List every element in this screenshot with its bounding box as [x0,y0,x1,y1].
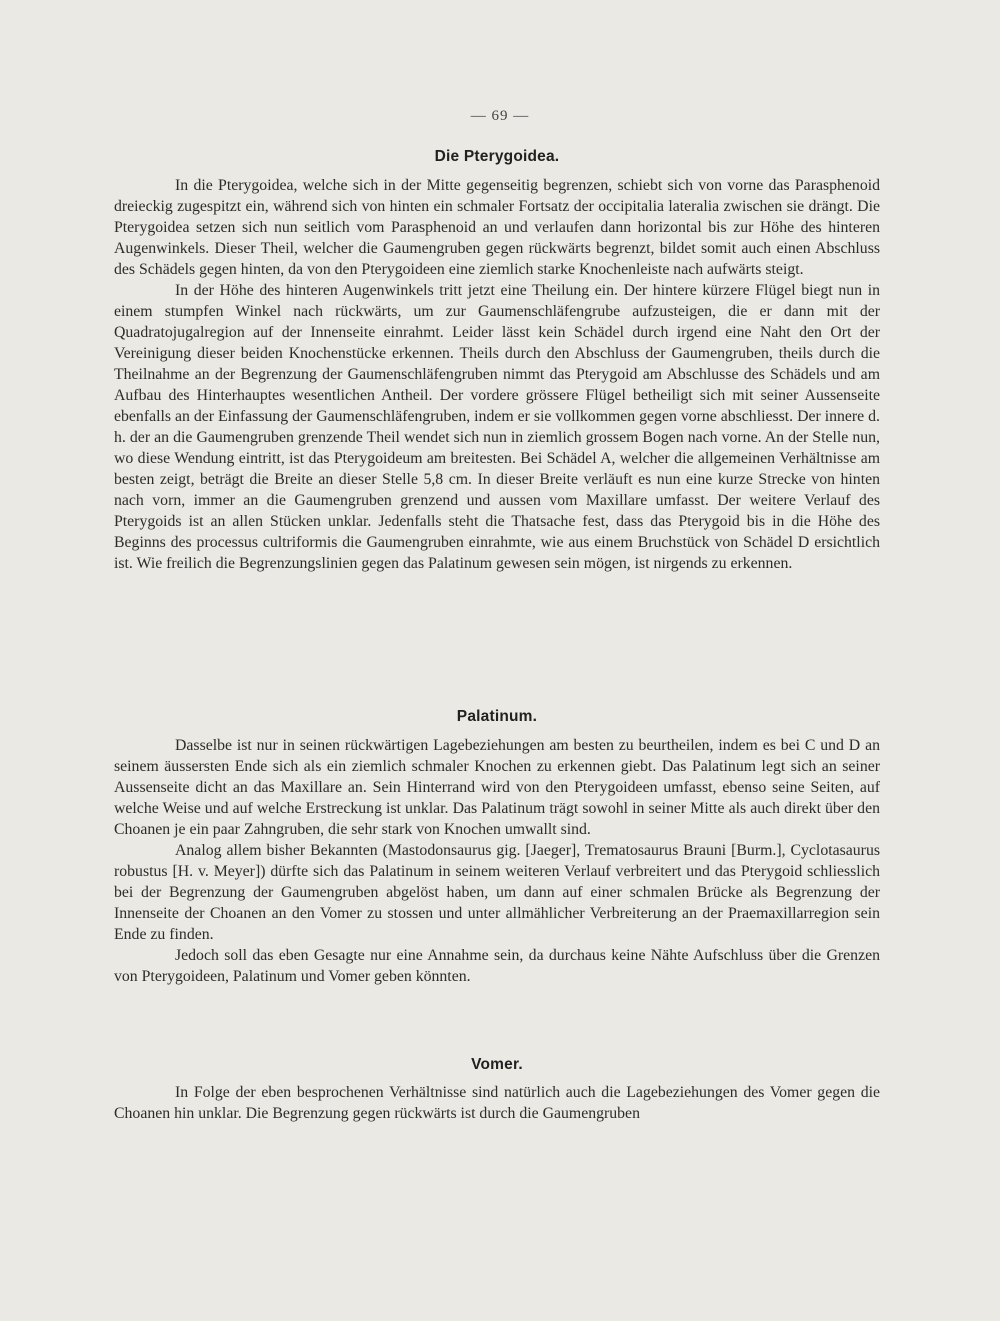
section-palatinum-body [114,735,880,987]
paragraph: Dasselbe ist nur in seinen rückwärtigen Lagebeziehungen am besten zu beurtheilen, indem es bei C und D an seinem äussersten Ende sich als ein ziemlich schmaler Knochen zu erkennen giebt. Das Palatinum legt sich an seiner Aussenseite dicht an das Maxillare an. Sein Hinterrand wird von den Pterygoideen umfasst, ebenso seine Seiten, auf welche Weise und auf welche Erstreckung ist unklar. Das Palatinum trägt sowohl in seiner Mitte als auch direkt über den Choanen je ein paar Zahngruben, die sehr stark von Knochen umwallt sind. [114,737,880,838]
section-title: Die Pterygoidea. [434,148,560,165]
paragraph: Analog allem bisher Bekannten (Mastodonsaurus gig. [Jaeger], Trematosaurus Brauni [Burm.], Cyclotasaurus robustus [H. v. Meyer]) dürfte sich das Palatinum in seinem weiteren Verlauf verbreitert und das Pterygoid schliesslich bei der Begrenzung der Gaumengruben abgelöst haben, um dann auf einer schmalen Brücke als Begrenzung der Innenseite der Choanen an den Vomer zu stossen und unter allmählicher Verbreiterung an der Praemaxillarregion sein Ende zu finden. [114,842,880,943]
paragraph: In der Höhe des hinteren Augenwinkels tritt jetzt eine Theilung ein. Der hintere kürzere Flügel biegt nun in einem stumpfen Winkel nach rückwärts, um zur Gaumenschläfengrube aufzusteigen, die er dann mit der Quadratojugalregion auf der Innenseite einrahmt. Leider lässt kein Schädel durch irgend eine Naht den Ort der Vereinigung dieser beiden Knochenstücke erkennen. Theils durch den Abschluss der Gaumengruben, theils durch die Theilnahme an der Begrenzung der Gaumenschläfengruben nimmt das Pterygoid am Abschlusse des Schädels und am Aufbau des Hinterhauptes wesentlichen Antheil. Der vordere grössere Flügel betheiligt sich mit seiner Aussenseite ebenfalls an der Einfassung der Gaumenschläfengruben, indem er sie vollkommen gegen vorne abschliesst. Der innere d. h. der an die Gaumengruben grenzende Theil wendet sich nun in ziemlich grossem Bogen nach vorne. An der Stelle nun, wo diese Wendung eintritt, ist das Pterygoideum am breitesten. Bei Schädel A, welcher die allgemeinen Verhältnisse am besten zeigt, beträgt die Breite an dieser Stelle 5,8 cm. In dieser Breite verläuft es nun eine kurze Strecke von hinten nach vorn, immer an die Gaumengruben grenzend und aussen vom Maxillare umfasst. Der weitere Verlauf des Pterygoids ist an allen Stücken unklar. Jedenfalls steht die Thatsache fest, dass das Pterygoid bis in die Höhe des Beginns des processus cultriformis die Gaumengruben einrahmte, wie aus einem Bruchstück von Schädel D ersichtlich ist. Wie freilich die Begrenzungslinien gegen das Palatinum gewesen sein mögen, ist nirgends zu erkennen. [114,282,880,572]
section-vomer-body [114,1082,880,1124]
section-title: Vomer. [471,1056,523,1073]
section-pterygoidea [114,148,880,166]
page-number: — 69 — [470,108,530,124]
paragraph: In Folge der eben besprochenen Verhältnisse sind natürlich auch die Lagebeziehungen des Vomer gegen die Choanen hin unklar. Die Begrenzung gegen rückwärts ist durch die Gaumengruben [114,1084,880,1122]
section-palatinum [114,708,880,726]
paragraph: Jedoch soll das eben Gesagte nur eine Annahme sein, da durchaus keine Nähte Aufschluss über die Grenzen von Pterygoideen, Palatinum und Vomer geben könnten. [114,947,880,985]
section-pterygoidea-body [114,175,880,574]
paragraph: In die Pterygoidea, welche sich in der Mitte gegenseitig begrenzen, schiebt sich von vorne das Parasphenoid dreieckig zugespitzt ein, während sich von hinten ein schmaler Fortsatz der occipitalia lateralia zwischen sie drängt. Die Pterygoidea setzen sich nun seitlich vom Parasphenoid an und verlaufen dann horizontal bis zur Höhe des hinteren Augenwinkels. Dieser Theil, welcher die Gaumengruben gegen rückwärts begrenzt, bildet somit auch einen Abschluss des Schädels gegen hinten, da von den Pterygoideen eine ziemlich starke Knochenleiste nach aufwärts steigt. [114,177,880,278]
section-title: Palatinum. [456,708,538,725]
section-vomer [114,1056,880,1074]
